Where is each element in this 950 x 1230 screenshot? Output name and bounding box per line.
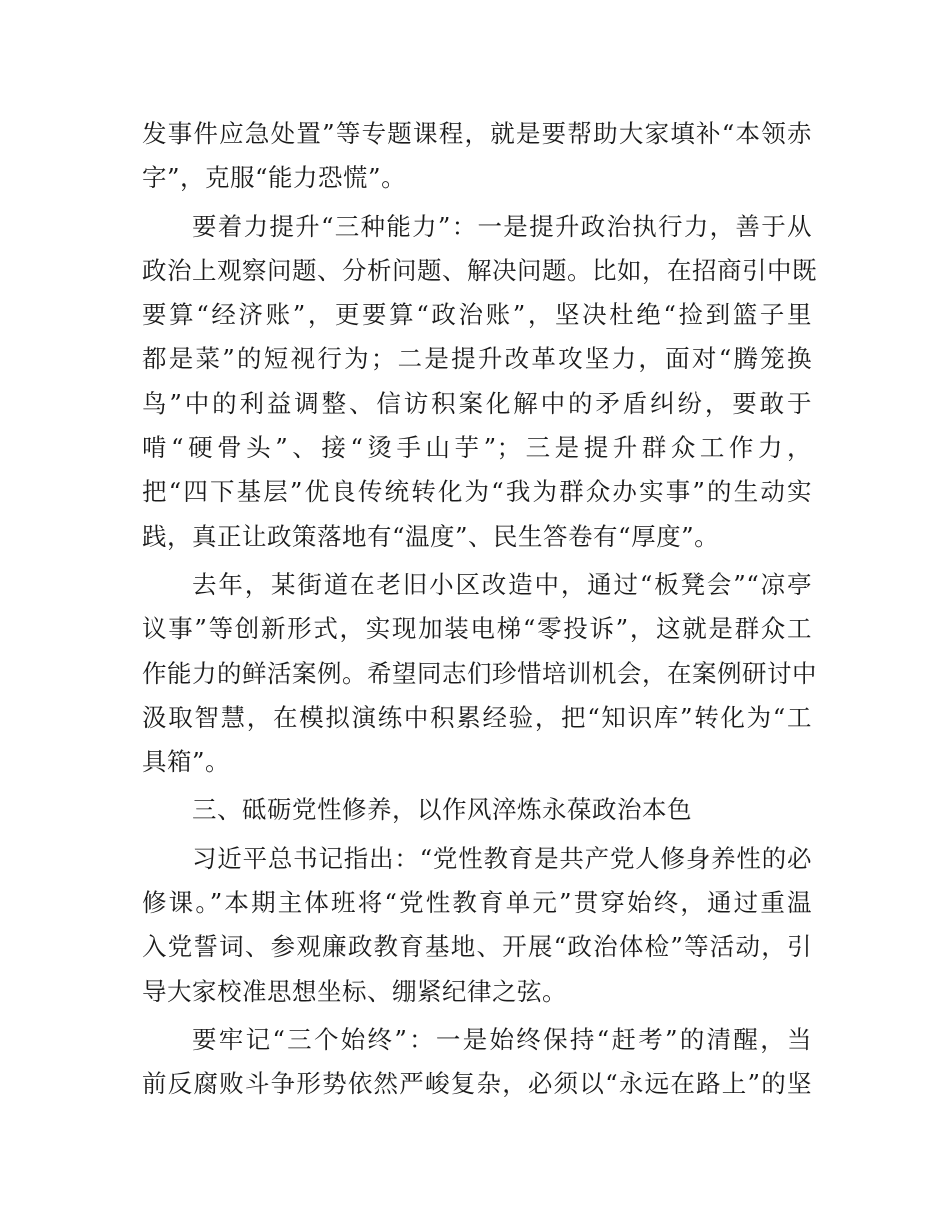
text-line: 发事件应急处置”等专题课程，就是要帮助大家填补“本领赤 — [142, 119, 812, 148]
text-line: 导大家校准思想坐标、绷紧纪律之弦。 — [142, 976, 567, 1006]
text-line: 鸟”中的利益调整、信访积案化解中的矛盾纠纷，要敢于 — [142, 388, 812, 418]
section-heading — [142, 788, 812, 832]
paragraph-4 — [142, 837, 812, 1014]
text-line: 都是菜”的短视行为；二是提升改革攻坚力，面对“腾笼换 — [142, 344, 812, 374]
paragraph-2 — [142, 205, 817, 559]
document-body — [142, 112, 817, 1111]
paragraph-1 — [142, 112, 812, 201]
text-line: 啃“硬骨头”、接“烫手山芋”；三是提升群众工作力， — [142, 433, 812, 463]
text-line: 要算“经济账”，更要算“政治账”，坚决杜绝“捡到篮子里 — [142, 300, 812, 330]
text-line: 修课。”本期主体班将“党性教育单元”贯穿始终，通过重温 — [142, 888, 812, 918]
text-line: 汲取智慧，在模拟演练中积累经验，把“知识库”转化为“工 — [142, 702, 812, 732]
text-line: 把“四下基层”优良传统转化为“我为群众办实事”的生动实 — [142, 477, 812, 507]
text-line: 要着力提升“三种能力”：一是提升政治执行力，善于从 — [192, 211, 812, 241]
text-line: 议事”等创新形式，实现加装电梯“零投诉”，这就是群众工 — [142, 614, 812, 644]
text-line: 字”，克服“能力恐慌”。 — [142, 163, 407, 193]
paragraph-5 — [142, 1018, 812, 1107]
text-line: 习近平总书记指出：“党性教育是共产党人修身养性的必 — [192, 843, 812, 873]
heading-line: 三、砥砺党性修养，以作风淬炼永葆政治本色 — [192, 795, 692, 825]
text-line: 作能力的鲜活案例。希望同志们珍惜培训机会，在案例研讨中 — [142, 658, 817, 688]
text-line: 要牢记“三个始终”：一是始终保持“赶考”的清醒，当 — [192, 1024, 812, 1054]
text-line: 前反腐败斗争形势依然严峻复杂，必须以“永远在路上”的坚 — [142, 1069, 812, 1099]
text-line: 政治上观察问题、分析问题、解决问题。比如，在招商引中既 — [142, 255, 817, 285]
text-line: 入党誓词、参观廉政教育基地、开展“政治体检”等活动，引 — [142, 932, 812, 962]
text-line: 具箱”。 — [142, 747, 231, 777]
text-line: 去年，某街道在老旧小区改造中，通过“板凳会”“凉亭 — [192, 569, 812, 599]
paragraph-3 — [142, 563, 817, 784]
text-line: 践，真正让政策落地有“温度”、民生答卷有“厚度”。 — [142, 521, 720, 551]
